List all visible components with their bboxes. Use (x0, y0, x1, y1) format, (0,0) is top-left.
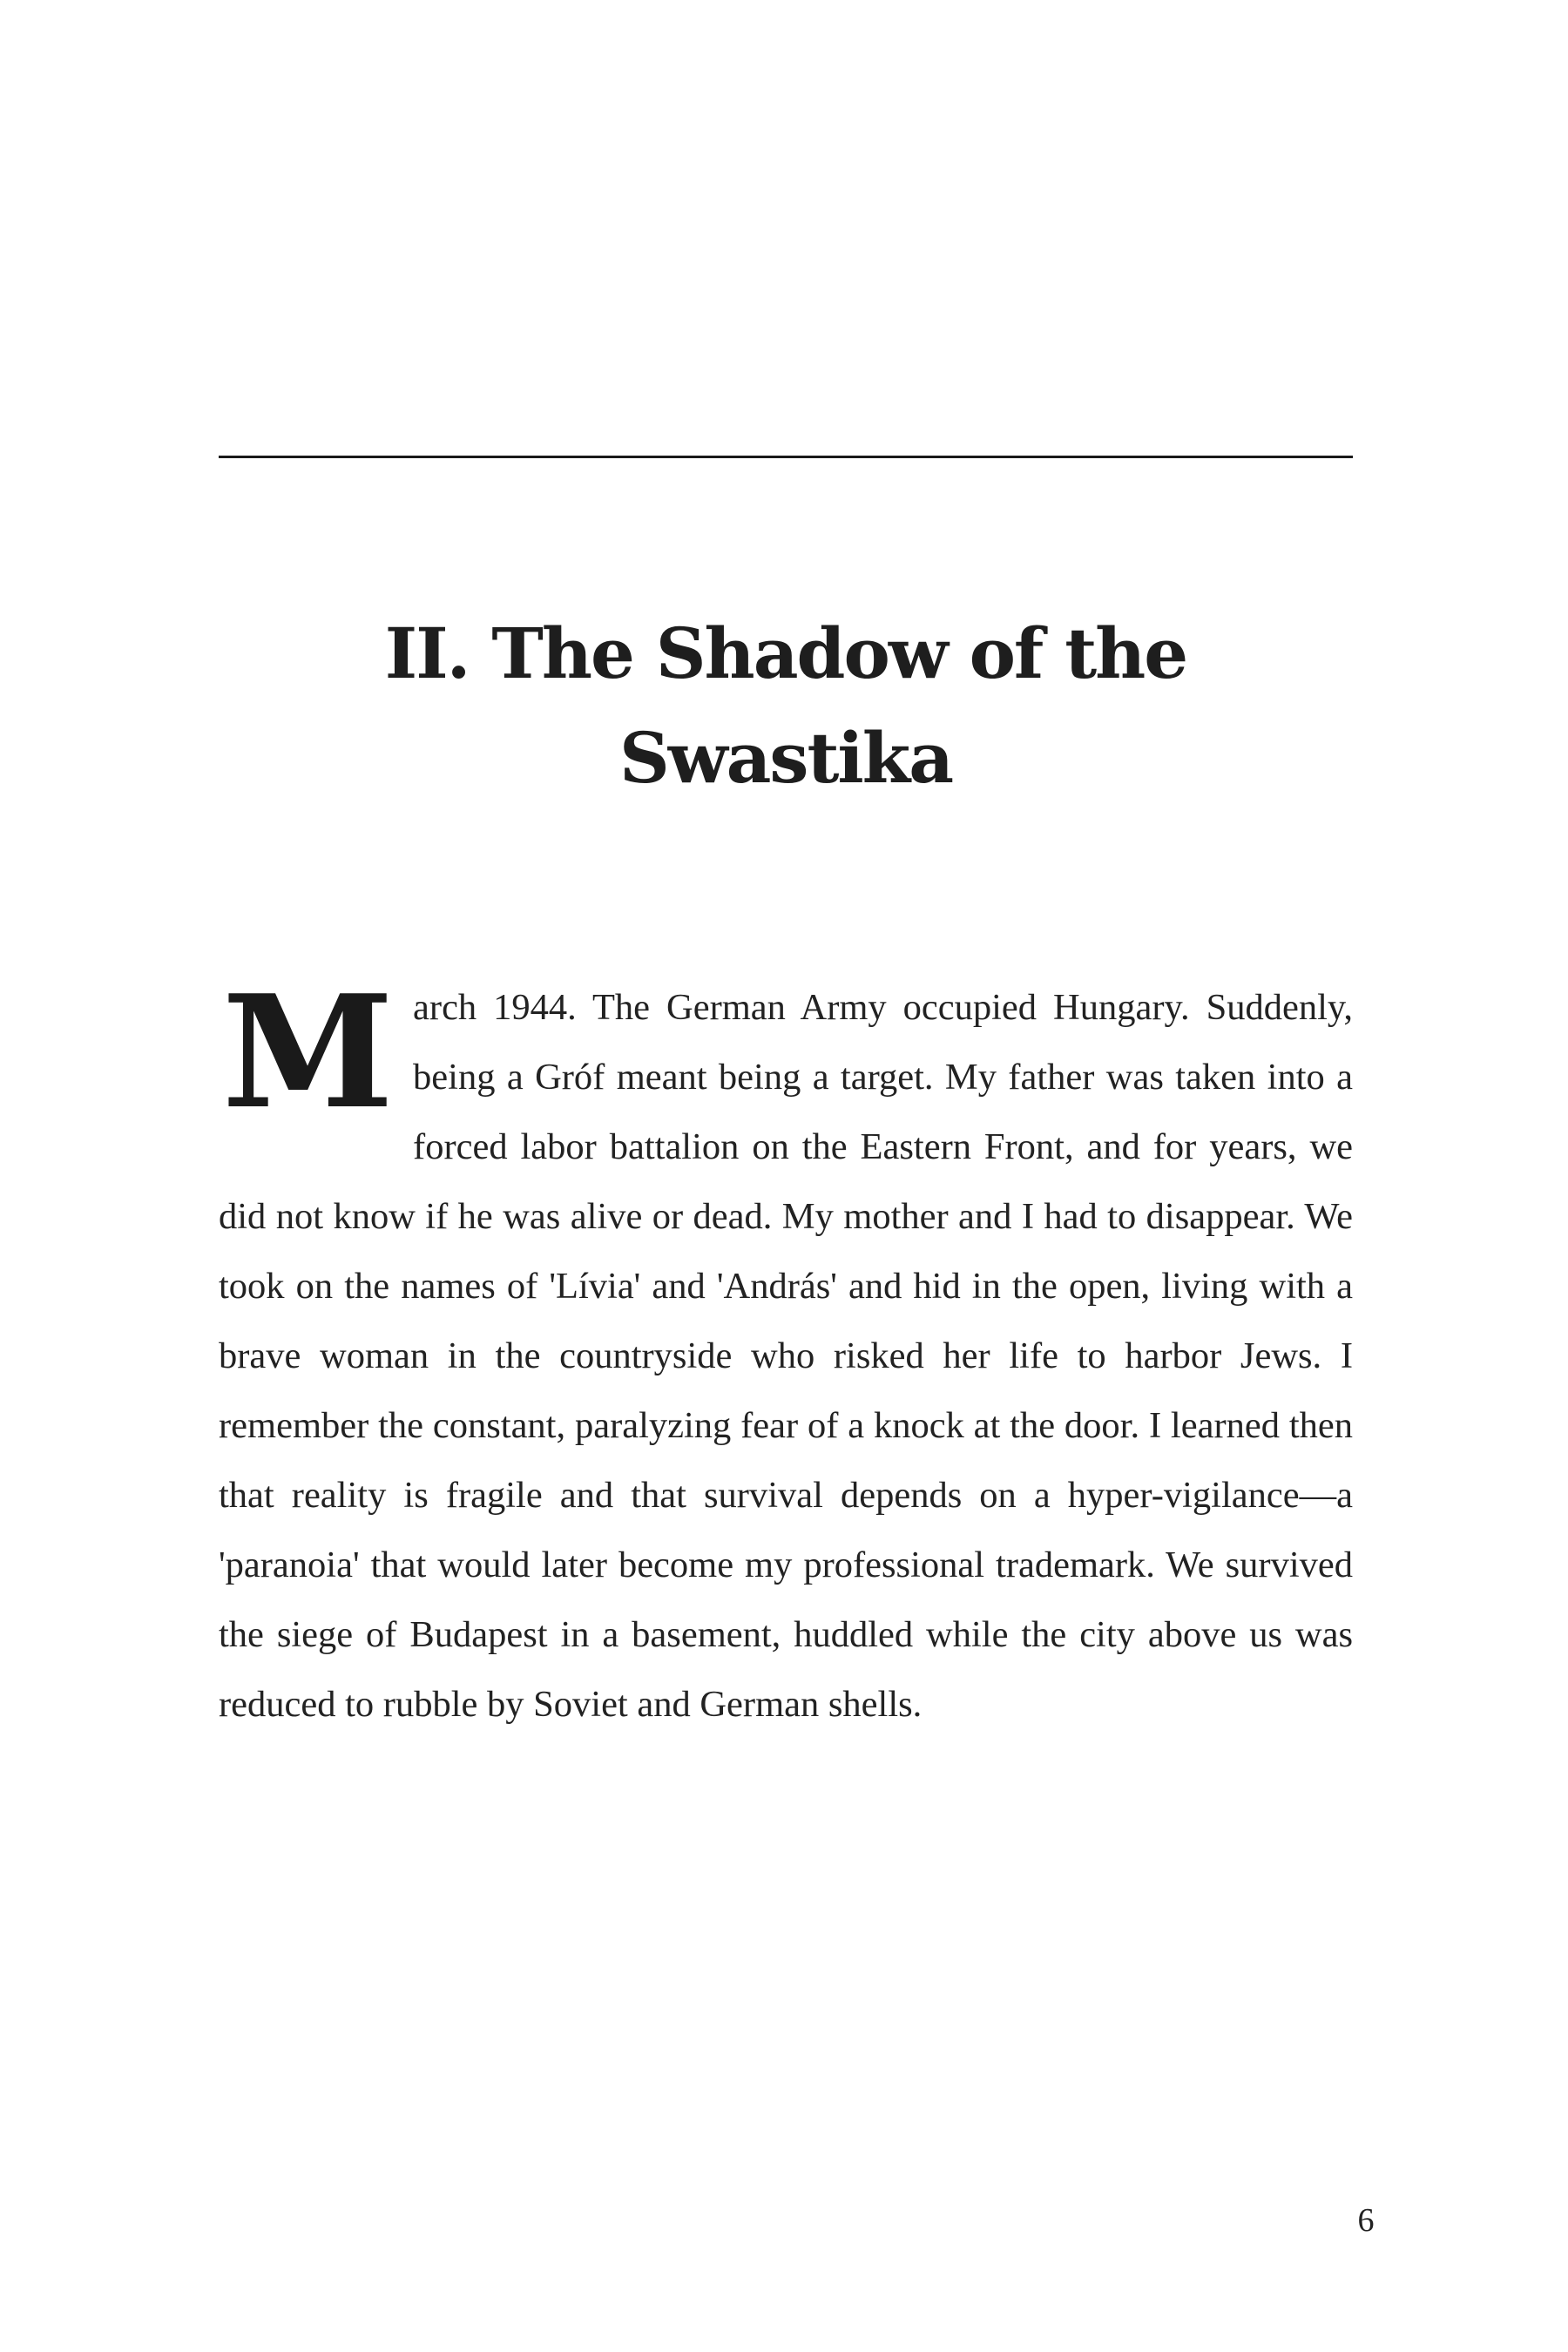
chapter-body-text: arch 1944. The German Army occupied Hungary. Suddenly, being a Gróf meant being a target. My father was taken into a forced labor battalion on the Eastern Front, and for years, we did not know if he was alive or dead. My mother and I had to disappear. We took on the names of 'Lívia' and 'András' and hid in the open, living with a brave woman in the countryside who risked her life to harbor Jews. I remember the constant, paralyzing fear of a knock at the door. I learned then that reality is fragile and that survival depends on a hyper-vigilance—a 'paranoia' that would later become my professional trademark. We survived the siege of Budapest in a basement, huddled while the city above us was reduced to rubble by Soviet and German shells. (219, 987, 1353, 1725)
chapter-divider-rule (219, 456, 1353, 458)
chapter-body-paragraph (219, 961, 1353, 1740)
chapter-title: II. The Shadow of the Swastika (384, 612, 1187, 799)
drop-cap: M (222, 961, 389, 1143)
page-number: 6 (1357, 2202, 1375, 2239)
